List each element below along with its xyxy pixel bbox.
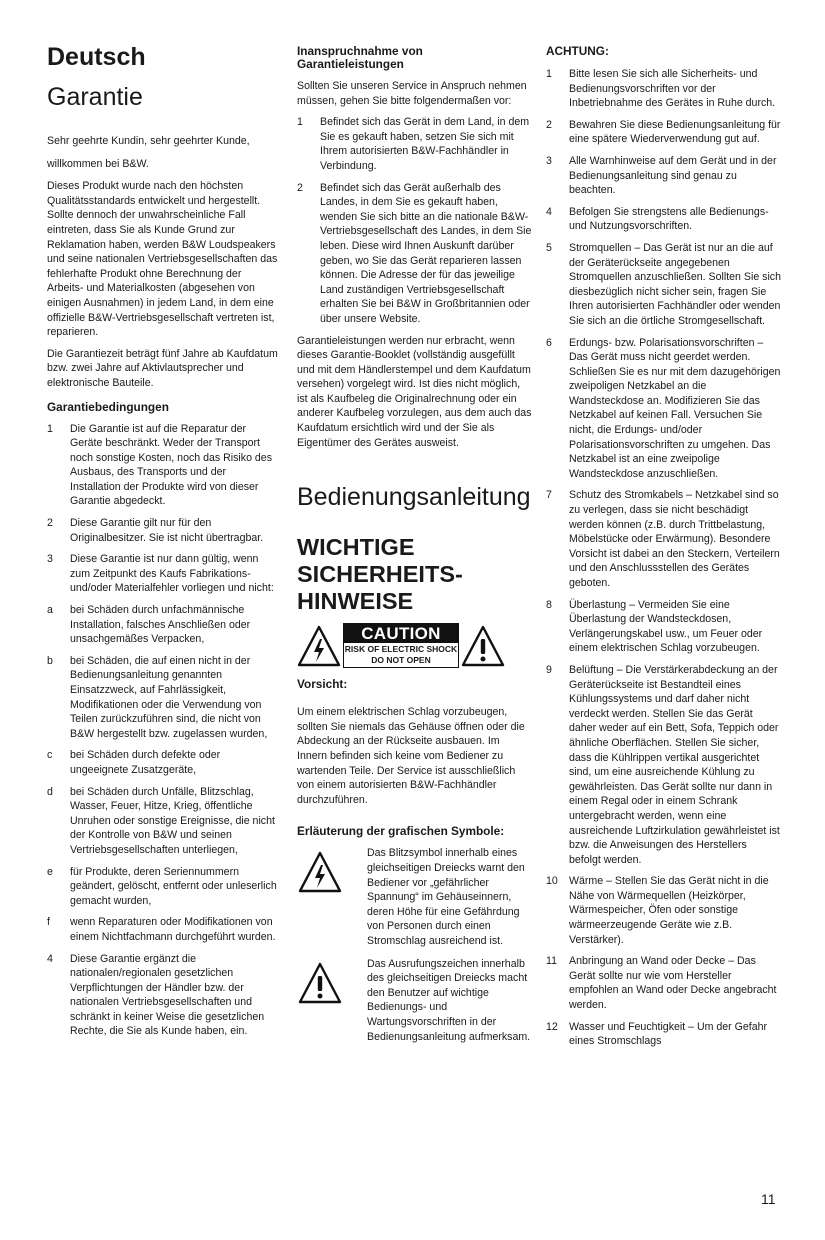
symbol-lightning-row <box>297 846 532 948</box>
achtung-list <box>546 67 781 1049</box>
claims-list <box>297 115 532 326</box>
column-achtung <box>546 45 781 1056</box>
conditions-heading: Garantiebedingungen <box>47 399 169 414</box>
lightning-triangle-icon <box>297 850 343 894</box>
list-item: 5 Stromquellen – Das Gerät ist nur an die auf der Geräterückseite angegebenen Stromquellen anzuschließen. Sollten Sie sich diesbezüglich nicht sicher sein, fragen Sie Ihren autorisierten Fachhändler oder wenden Sie sich an die örtliche Stromgesellschaft. <box>546 241 781 327</box>
caution-label: CAUTION <box>344 624 458 643</box>
page-number: 11 <box>761 1191 776 1207</box>
list-item: 4 Diese Garantie ergänzt die nationalen/regionalen gesetzlichen Verpflichtungen der Händler bzw. der nationalen Vertriebsgesellschaften und schränkt in keiner Weise die gesetzlichen Rechte, die Sie als Kunde haben, ein. <box>47 952 265 1038</box>
vorsicht-heading: Vorsicht: <box>297 677 348 692</box>
column-warranty <box>47 40 279 1046</box>
list-item: 7 Schutz des Stromkabels – Netzkabel sind so zu verlegen, dass sie nicht beschädigt werden können (z.B. durch Trittbelastung, Möbelstücke oder Erwärmung). Besondere Vorsicht ist dabei an den Steckern, Verteilern und den Anschlussstellen des Gerätes geboten. <box>546 489 780 589</box>
section-title-garantie: Garantie <box>47 83 143 111</box>
list-item: 1 Die Garantie ist auf die Reparatur der Geräte beschränkt. Weder der Transport noch sonstige Kosten, noch das Risiko des Ausbaus, des Transports und der Installation der Produkte wird von dieser Garantie abgedeckt. <box>47 422 272 508</box>
exclamation-warning-icon <box>461 624 505 668</box>
exclamation-triangle-icon <box>297 961 343 1005</box>
manual-title: Bedienungsanleitung <box>297 483 531 512</box>
list-item: a bei Schäden durch unfachmännische Installation, falsches Anschließen oder unsachgemäßes Verpacken, <box>47 604 251 646</box>
caution-sub-label: RISK OF ELECTRIC SHOCK DO NOT OPEN <box>344 644 458 666</box>
list-item: b bei Schäden, die auf einen nicht in der Bedienungsanleitung genannten Einsatzzweck, auf Fahrlässigkeit, Modifikationen oder die Verwendung von Teilen zurückzuführen sind, die nicht von B&W hergestellt bzw. zugelassen wurden, <box>47 654 268 740</box>
greeting-line-1: Sehr geehrte Kundin, sehr geehrter Kunde, <box>47 135 250 147</box>
list-item: 2 Bewahren Sie diese Bedienungsanleitung für eine spätere Wiederverwendung gut auf. <box>546 118 781 146</box>
symbol-lightning-text: Das Blitzsymbol innerhalb eines gleichseitigen Dreiecks warnt den Bediener vor „gefährlicher Spannung“ im Gehäuseinnern, deren Höhe für eine Gefährdung von Personen durch einen Stromschlag ausreichend ist. <box>367 847 525 947</box>
greeting-line-2: willkommen bei B&W. <box>47 157 149 170</box>
list-item: 8 Überlastung – Vermeiden Sie eine Überlastung der Wandsteckdosen, Verlängerungskabel usw., um Feuer oder einem elektrischen Schlag vorzubeugen. <box>546 598 763 655</box>
list-item: e für Produkte, deren Seriennummern geändert, gelöscht, entfernt oder unleserlich gemacht wurden, <box>47 865 277 907</box>
list-item: 2 Diese Garantie gilt nur für den Originalbesitzer. Sie ist nicht übertragbar. <box>47 517 264 544</box>
vorsicht-text: Um einem elektrischen Schlag vorzubeugen, sollten Sie niemals das Gehäuse öffnen oder die Abdeckung an der Rückseite ausbauen. Im Innern befinden sich keine vom Bediener zu wartenden Teile. Der Service ist ausschließlich von einem autorisierten B&W-Fachhändler durchzuführen. <box>297 706 525 806</box>
column-claims-and-safety <box>297 45 532 1052</box>
list-item: 1 Bitte lesen Sie sich alle Sicherheits- und Bedienungsvorschriften vor der Inbetriebnahme des Gerätes in Ruhe durch. <box>546 68 776 110</box>
list-item: 3 Alle Warnhinweise auf dem Gerät und in der Bedienungsanleitung sind genau zu beachten. <box>546 154 777 197</box>
conditions-list <box>47 422 279 1040</box>
list-item: 2 Befindet sich das Gerät außerhalb des Landes, in dem Sie es gekauft haben, wenden Sie sich bitte an die nationale B&W-Vertriebsgesellschaft des Landes, in dem Sie leben. Diese wird Ihnen Auskunft darüber geben, wo Sie das Gerät reparieren lassen können. Die Adresse der für das jeweilige Land zuständigen Vertriebsgesellschaft erhalten Sie bei B&W in Großbritannien oder über unsere Website. <box>297 181 532 325</box>
list-item: 6 Erdungs- bzw. Polarisationsvorschriften – Das Gerät muss nicht geerdet werden. Schließen Sie es nur mit dem dazugehörigen zweipoligen Netzkabel an die Wandsteckdose an. Modifizieren Sie das Netzkabel auf keinen Fall. Versuchen Sie nicht, die Erdungs- und/oder Polarisationsvorschriften zu umgehen. Das Netzkabel ist an eine zweipolige Wandsteckdose anzuschließen. <box>546 336 781 480</box>
list-item: 12 Wasser und Feuchtigkeit – Um der Gefahr eines Stromschlags <box>546 1020 768 1048</box>
symbols-heading: Erläuterung der grafischen Symbole: <box>297 824 505 839</box>
list-item: f wenn Reparaturen oder Modifikationen von einem Nichtfachmann durchgeführt wurden. <box>47 916 276 943</box>
symbol-exclamation-row <box>297 957 532 1045</box>
list-item: c bei Schäden durch defekte oder ungeeignete Zusatzgeräte, <box>47 749 221 776</box>
claims-intro: Sollten Sie unseren Service in Anspruch nehmen müssen, gehen Sie bitte folgendermaßen vor: <box>297 80 527 107</box>
list-item: 9 Belüftung – Die Verstärkerabdeckung an der Geräterückseite ist Bestandteil eines Kühlungssystems und darf daher nicht verdeckt werden. Stellen Sie das Gerät daher weder auf ein Bett, Sofa, Teppich oder ähnliche Oberflächen. Stellen Sie sicher, dass die Kühlrippen vertikal ausgerichtet sind, um eine ausreichende Kühlung zu gewährleisten. Das Gerät sollte nur dann in einem Regal oder in einem Schrank untergebracht werden, wenn eine ausreichende Luftzirkulation gewährleistet ist bzw. die Anweisungen des Herstellers befolgt werden. <box>546 663 780 866</box>
lightning-warning-icon <box>297 624 341 668</box>
list-item: 10 Wärme – Stellen Sie das Gerät nicht in die Nähe von Wärmequellen (Heizkörper, Wärmespeicher, Öfen oder sonstige wärmeerzeugende Geräte wie z.B. Verstärker). <box>546 875 769 946</box>
list-item: 11 Anbringung an Wand oder Decke – Das Gerät sollte nur wie vom Hersteller empfohlen an Wand oder Decke angebracht werden. <box>546 955 777 1012</box>
caution-label-graphic <box>297 623 505 668</box>
claims-outro: Garantieleistungen werden nur erbracht, wenn dieses Garantie-Booklet (vollständig ausgefüllt und mit dem Händlerstempel und dem Kaufdatum versehen) vorgelegt wird. Ist dies nicht möglich, ist als Kaufbeleg die Originalrechnung oder ein anderer Kaufbeleg vorzulegen, aus dem auch das Kaufdatum ersichtlich wird und der Sie als Eigentümer des Gerätes ausweist. <box>297 334 532 449</box>
list-item: 3 Diese Garantie ist nur dann gültig, wenn zum Zeitpunkt des Kaufs Fabrikations- und/oder Materialfehler vorliegen und nicht: <box>47 553 274 595</box>
safety-heading: WICHTIGE SICHERHEITS- HINWEISE <box>297 534 463 615</box>
symbol-exclamation-text: Das Ausrufungszeichen innerhalb des gleichseitigen Dreiecks macht den Benutzer auf wichtige Bedienungs- und Wartungsvorschriften in der Bedienungsanleitung aufmerksam. <box>367 957 531 1043</box>
achtung-heading: ACHTUNG: <box>546 44 609 58</box>
list-item: 1 Befindet sich das Gerät in dem Land, in dem Sie es gekauft haben, setzen Sie sich mit Ihrem autorisierten B&W-Fachhändler in Verbindung. <box>297 116 530 172</box>
list-item: d bei Schäden durch Unfälle, Blitzschlag, Wasser, Feuer, Hitze, Krieg, öffentliche Unruhen oder sonstige Ereignisse, die nicht der Kontrolle von B&W und seinen Vertriebsgesellschaften unterliegen, <box>47 785 275 856</box>
claims-heading: Inanspruchnahme von Garantieleistungen <box>297 44 423 71</box>
language-title: Deutsch <box>47 43 146 71</box>
caution-box <box>343 623 459 668</box>
list-item: 4 Befolgen Sie strengstens alle Bedienungs- und Nutzungsvorschriften. <box>546 205 769 233</box>
warranty-period-paragraph: Die Garantiezeit beträgt fünf Jahre ab Kaufdatum bzw. zwei Jahre auf Aktivlautsprecher und elektronische Bauteile. <box>47 347 278 389</box>
warranty-intro-paragraph: Dieses Produkt wurde nach den höchsten Qualitätsstandards entwickelt und hergestellt. Sollte dennoch der unwahrscheinliche Fall eintreten, dass Sie als Kunde Grund zur Reklamation haben, werden B&W Loudspeakers und seine nationalen Vertriebsgesellschaften das fehlerhafte Produkt ohne Berechnung der Arbeits- und Materialkosten (abgesehen von einigen Ausnahmen) in jedem Land, in dem eine offizielle B&W-Vertriebsgesellschaft vertreten ist, reparieren. <box>47 180 278 339</box>
